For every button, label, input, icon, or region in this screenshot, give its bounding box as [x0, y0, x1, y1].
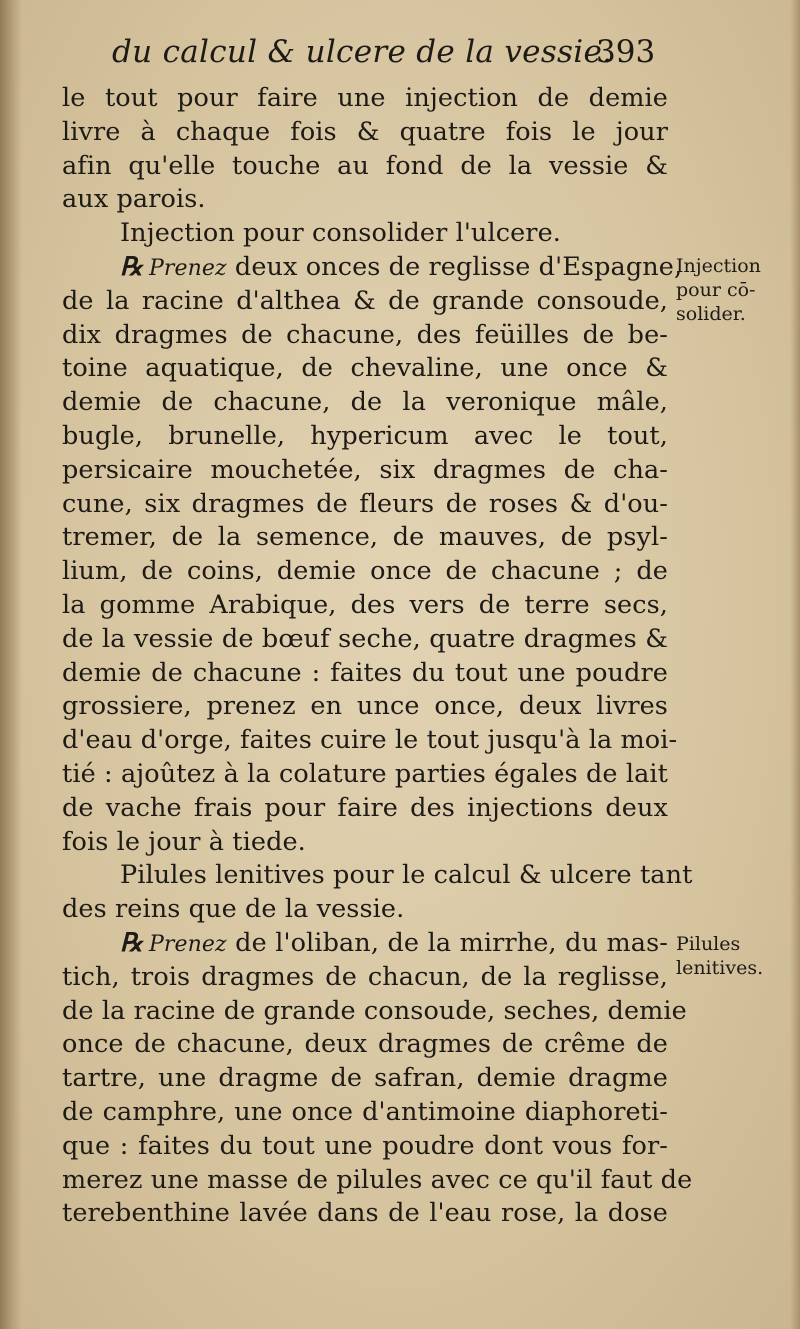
text-line: de l'oliban, de la mirrhe, du mas- — [235, 927, 668, 958]
text-line: lium, de coins, demie once de chacune ; de — [62, 556, 668, 587]
text-line: le tout pour faire une injection de demie — [62, 83, 668, 113]
text-line: afin qu'elle touche au fond de la vessie & — [62, 150, 668, 181]
recipe-word: Prenez — [148, 931, 227, 957]
text-line: livre à chaque fois & quatre fois le jour — [62, 116, 668, 147]
text-line: terebenthine lavée dans de l'eau rose, la dose — [62, 1198, 668, 1229]
text-line: tremer, de la semence, de mauves, de psyl- — [62, 522, 668, 553]
margin-note-line: Pilules — [676, 933, 741, 955]
text-line: persicaire mouchetée, six dragmes de cha- — [62, 454, 668, 485]
margin-note-line: lenitives. — [676, 957, 764, 979]
text-line: la gomme Arabique, des vers de terre secs, — [62, 589, 668, 620]
text-line: aux parois. — [62, 184, 206, 215]
text-line: de la racine de grande consoude, seches, demie — [62, 995, 687, 1026]
margin-note-line: Injection — [676, 255, 761, 277]
recipe-word: Prenez — [148, 255, 227, 281]
text-line: deux onces de reglisse d'Espagne, — [234, 251, 683, 282]
text-line: once de chacune, deux dragmes de crême de — [62, 1029, 668, 1060]
text-line: de la vessie de bœuf seche, quatre dragmes & — [62, 623, 668, 654]
page-number: 393 — [596, 34, 656, 70]
text-line: tartre, une dragme de safran, demie dragme — [62, 1063, 668, 1094]
text-line: toine aquatique, de chevaline, une once & — [62, 353, 668, 384]
margin-note-line: pour cō- — [676, 279, 756, 301]
text-line: demie de chacune : faites du tout une poudre — [62, 657, 668, 688]
text-line: tich, trois dragmes de chacun, de la reglisse, — [62, 961, 668, 992]
margin-note-pilules — [676, 932, 763, 980]
section-heading: Pilules lenitives pour le calcul & ulcere tant — [120, 860, 693, 891]
recipe-line — [62, 251, 683, 285]
text-line: de la racine d'althea & de grande consoude, — [62, 285, 668, 316]
section-heading: Injection pour consolider l'ulcere. — [120, 218, 561, 249]
text-line: dix dragmes de chacune, des feüilles de be- — [62, 319, 668, 350]
recipe-symbol: ℞ — [120, 251, 143, 282]
text-line: cune, six dragmes de fleurs de roses & d'ou- — [62, 488, 668, 519]
margin-note-line: solider. — [676, 303, 746, 325]
text-line: grossiere, prenez en unce once, deux livres — [62, 691, 668, 722]
text-line: des reins que de la vessie. — [62, 894, 405, 925]
text-line: tié : ajoûtez à la colature parties égales de lait — [62, 758, 668, 789]
running-title: du calcul & ulcere de la vessie. — [112, 34, 613, 70]
text-line: demie de chacune, de la veronique mâle, — [62, 387, 668, 418]
text-line: merez une masse de pilules avec ce qu'il faut de — [62, 1164, 693, 1195]
text-line: de camphre, une once d'antimoine diaphoreti- — [62, 1096, 668, 1127]
margin-note-injection — [676, 254, 761, 326]
text-line: bugle, brunelle, hypericum avec le tout, — [62, 420, 668, 451]
text-line: que : faites du tout une poudre dont vous for- — [62, 1130, 668, 1161]
text-line: d'eau d'orge, faites cuire le tout jusqu'à la moi- — [62, 725, 678, 756]
text-line: de vache frais pour faire des injections deux — [62, 792, 668, 823]
recipe-line — [62, 927, 668, 961]
text-line: fois le jour à tiede. — [62, 826, 306, 857]
recipe-symbol: ℞ — [120, 927, 143, 958]
text-block — [62, 82, 693, 1231]
